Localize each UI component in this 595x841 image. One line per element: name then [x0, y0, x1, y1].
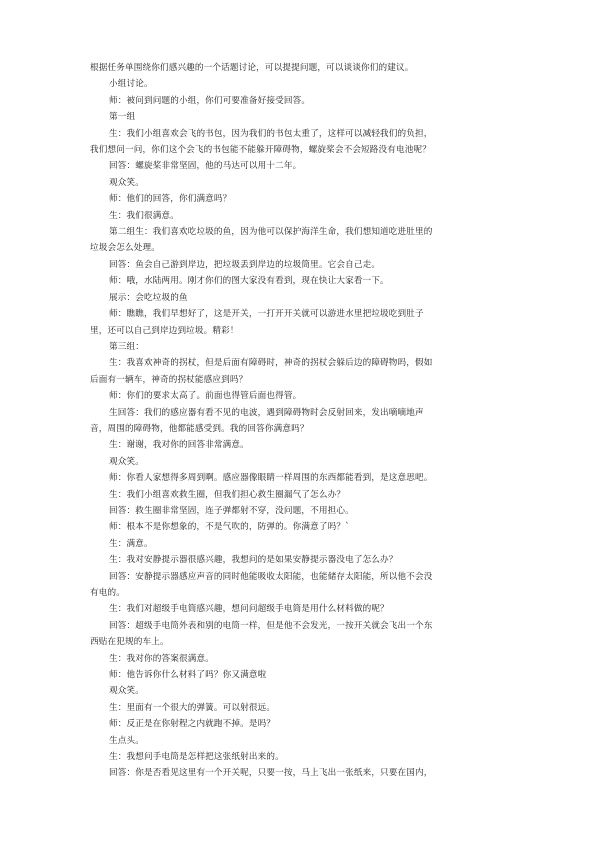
text-line: 展示：会吃垃圾的鱼	[109, 292, 188, 303]
text-line: 师：根本不是你想象的，不是气吹的，防弹的。你满意了吗？`	[109, 522, 350, 533]
document-page	[90, 60, 504, 782]
text-line: 我们想问一问，你们这个会飞的书包能不能躲开障碍物，螺旋桨会不会短路没有电池呢？	[90, 145, 432, 156]
text-line: 生：我对安静提示器很感兴趣，我想问的是如果安静提示器没电了怎么办？	[109, 555, 398, 566]
text-line: 音，周围的障碍物，他都能感受到。我的回答你满意吗？	[90, 423, 309, 434]
text-line: 师：他告诉你什么材料了吗？你又满意啦	[109, 670, 267, 681]
text-line: 生：我对你的答案很满意。	[109, 653, 214, 664]
text-line: 生点头。	[109, 735, 144, 746]
text-line: 生：满意。	[109, 538, 153, 549]
text-line: 师：你们的要求太高了。前面也得管后面也得管。	[109, 391, 302, 402]
text-line: 师：你看人家想得多周到啊。感应器像眼睛一样周围的东西都能看到，是这意思吧。	[109, 473, 433, 484]
text-line: 观众笑。	[109, 686, 144, 697]
text-line: 生：我们小组喜欢会飞的书包，因为我们的书包太重了，这样可以减轻我们的负担，	[109, 128, 433, 139]
text-line: 里，还可以自己到岸边到垃圾。精彩！	[90, 325, 239, 336]
section-heading: 第一组	[109, 112, 136, 123]
text-line: 生回答：我们的感应器有看不见的电波，遇到障碍物时会反射回来，发出嘀嘀地声	[109, 407, 424, 418]
text-line: 第二组生：我们喜欢吃垃圾的鱼，因为他可以保护海洋生命，我们想知道吃进肚里的	[109, 227, 433, 238]
text-line: 垃圾会怎么处理。	[90, 243, 160, 254]
text-line: 后面有一辆车，神奇的拐杖能感应到吗？	[90, 374, 248, 385]
text-line: 师：他们的回答，你们满意吗？	[109, 194, 232, 205]
text-line: 有电的。	[90, 588, 125, 598]
text-line: 回答：救生圈非常坚固，连子弹都射不穿，没问题，不用担心。	[109, 505, 354, 516]
text-line: 生：我们小组喜欢救生圈，但我们担心救生圈漏气了怎么办？	[109, 489, 346, 500]
text-line: 回答：安静提示器感应声音的同时他能吸收太阳能，也能储存太阳能，所以他不会没	[109, 571, 433, 582]
text-line: 观众笑。	[109, 177, 144, 188]
text-line: 西贴在犯规的车上。	[90, 637, 169, 648]
text-line: 生：我们很满意。	[109, 210, 179, 221]
text-line: 根据任务单围绕你们感兴趣的一个话题讨论，可以提提问题，可以谈谈你们的建议。	[90, 63, 414, 73]
text-line: 生：我喜欢神奇的拐杖，但是后面有障碍时，神奇的拐杖会躲后边的障碍物吗，假如	[109, 358, 433, 369]
text-line: 师：反正是在你射程之内就跑不掉。是吗？	[109, 719, 276, 730]
text-line: 生：里面有一个很大的弹簧。可以射很远。	[109, 702, 276, 713]
text-line: 师：瞧瞧，我们早想好了，这是开关，一打开开关就可以游进水里把垃圾吃到肚子	[109, 309, 424, 320]
text-line: 生：谢谢，我对你的回答非常满意。	[109, 440, 249, 451]
text-line: 回答：超级手电筒外表和别的电筒一样，但是他不会发光，一按开关就会飞出一个东	[109, 620, 433, 631]
text-line: 回答：鱼会自己游到岸边，把垃圾丢到岸边的垃圾筒里。它会自己走。	[109, 259, 381, 270]
text-line: 观众笑。	[109, 456, 144, 467]
text-line: 小组讨论。	[109, 79, 153, 90]
text-line: 生：我想问手电筒是怎样把这张纸射出来的。	[109, 752, 284, 763]
section-heading: 第三组：	[109, 341, 144, 352]
text-line: 师：哦，水陆两用。刚才你们的图大家没有看到，现在快让大家看一下。	[109, 276, 389, 287]
text-line: 生：我们对超级手电筒感兴趣，想问问超级手电筒是用什么材料做的呢？	[109, 604, 389, 615]
text-line: 师：被问到问题的小组，你们可要准备好接受回答。	[109, 95, 311, 106]
text-line: 回答：你是否看见这里有一个开关呢，只要一按，马上飞出一张纸来，只要在国内，	[109, 768, 433, 779]
text-line: 回答：螺旋桨非常坚固，他的马达可以用十二年。	[109, 161, 302, 172]
